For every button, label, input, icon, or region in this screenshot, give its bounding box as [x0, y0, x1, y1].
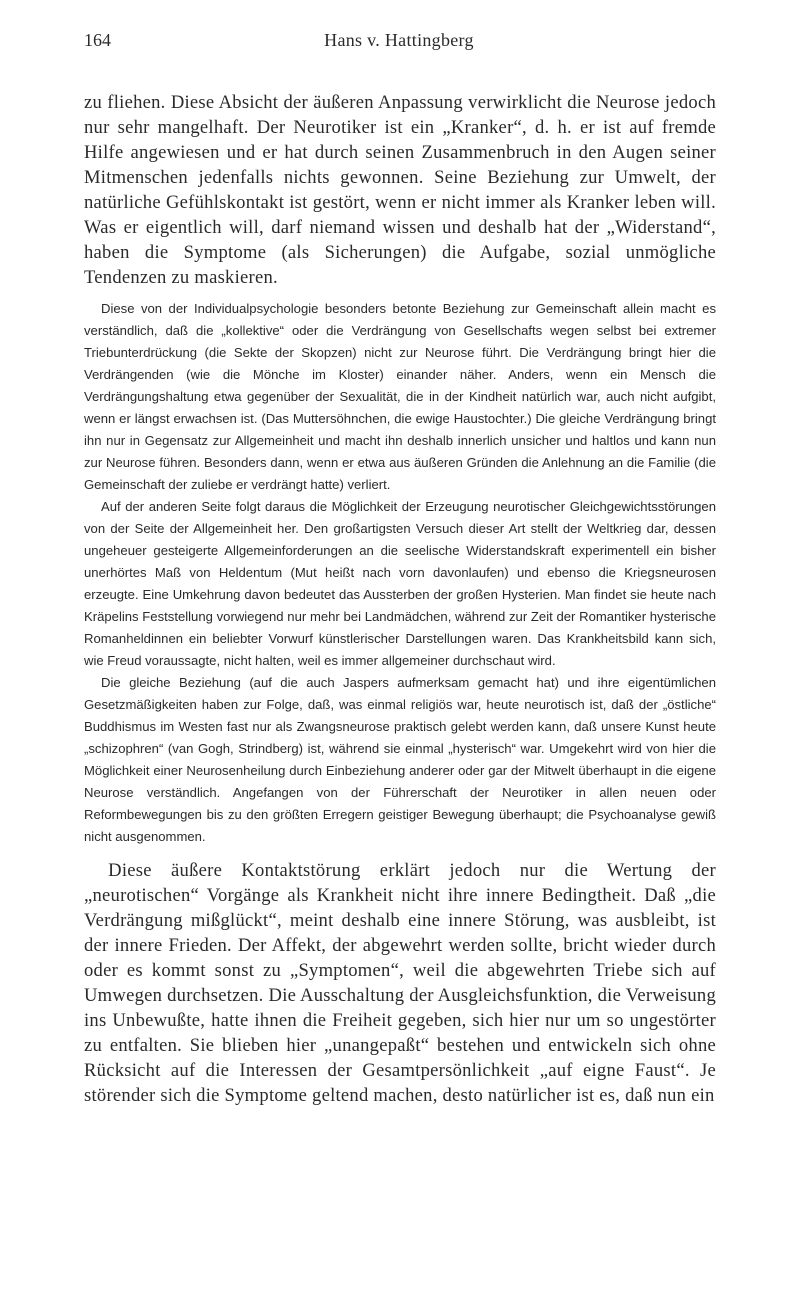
- paragraph-4: Die gleiche Beziehung (auf die auch Jaspers aufmerksam gemacht hat) und ihre eigentümlichen Gesetzmäßigkeiten haben zur Folge, daß, was einmal religiös war, heute neurotisch ist, daß der „östliche“ Buddhismus im Westen fast nur als Zwangsneurose praktisch gelebt werden kann, daß unsere Kunst heute „schizophren“ (van Gogh, Strindberg) ist, während sie einmal „hysterisch“ war. Umgekehrt wird von hier die Möglichkeit einer Neurosenheilung durch Einbeziehung anderer oder gar der Mitwelt überhaupt in die eigene Neurose verständlich. Angefangen von der Führerschaft der Neurotiker in allen neuen oder Reformbewegungen bis zu den größten Erregern geistiger Bewegung überhaupt; die Psychoanalyse gewiß nicht ausgenommen.: [84, 675, 716, 844]
- paragraph-1: zu fliehen. Diese Absicht der äußeren Anpassung verwirklicht die Neurose jedoch nur sehr mangelhaft. Der Neurotiker ist ein „Kranker“, d. h. er ist auf fremde Hilfe angewiesen und er hat durch seinen Zusammenbruch in den Augen seiner Mitmenschen jedenfalls nichts gewonnen. Seine Beziehung zur Umwelt, der natürliche Gefühlskontakt ist gestört, wenn er nicht immer als Kranker leben will. Was er eigentlich will, darf niemand wissen und deshalb hat der „Widerstand“, haben die Symptome (als Sicherungen) die Aufgabe, sozial unmögliche Tendenzen zu maskieren.: [84, 92, 716, 288]
- paragraph-2: Diese von der Individualpsychologie besonders betonte Beziehung zur Gemeinschaft allein macht es verständlich, daß die „kollektive“ oder die Verdrängung von Gesellschafts wegen selbst bei extremer Triebunterdrückung (die Sekte der Skopzen) nicht zur Neurose führt. Die Verdrängung bringt hier die Verdrängenden (wie die Mönche im Kloster) einander näher. Anders, wenn ein Mensch die Verdrängungshaltung etwa gegenüber der Sexualität, die in der Kindheit natürlich war, auch nicht aufgibt, wenn er längst erwachsen ist. (Das Muttersöhnchen, die ewige Haustochter.) Die gleiche Verdrängung bringt ihn nur in Gegensatz zur Allgemeinheit und macht ihn deshalb innerlich unsicher und haltlos und kann nun zur Neurose führen. Besonders dann, wenn er etwa aus äußeren Gründen die Anlehnung an die Familie (die Gemeinschaft der zuliebe er verdrängt hatte) verliert.: [84, 301, 716, 492]
- paragraph-5: Diese äußere Kontaktstörung erklärt jedoch nur die Wertung der „neurotischen“ Vorgänge als Krankheit nicht ihre innere Bedingtheit. Daß „die Verdrängung mißglückt“, meint deshalb eine innere Störung, was ausbleibt, ist der innere Frieden. Der Affekt, der abgewehrt werden sollte, bricht wieder durch oder es kommt sonst zu „Symptomen“, weil die abgewehrten Triebe sich auf Umwegen durchsetzen. Die Ausschaltung der Ausgleichsfunktion, die Verweisung ins Unbewußte, hatte ihnen die Freiheit gegeben, sich hier nur um so ungestörter zu entfalten. Sie blieben hier „unangepaßt“ bestehen und entwickeln sich ohne Rücksicht auf die Interessen der Gesamtpersönlichkeit „auf eigne Faust“. Je störender sich die Symptome geltend machen, desto natürlicher ist es, daß nun ein: [84, 860, 716, 1106]
- running-head-author: Hans v. Hattingberg: [324, 30, 474, 50]
- page-number: 164: [84, 30, 111, 50]
- paragraph-3: Auf der anderen Seite folgt daraus die Möglichkeit der Erzeugung neurotischer Gleichgewichtsstörungen von der Seite der Allgemeinheit her. Den großartigsten Versuch dieser Art stellt der Weltkrieg dar, dessen ungeheuer gesteigerte Allgemeinforderungen an die seelische Widerstandskraft experimentell ein bisher unerhörtes Maß von Heldentum (Mut heißt nach vorn davonlaufen) und ebenso die Kriegsneurosen erzeugte. Eine Umkehrung davon bedeutet das Aussterben der großen Hysterien. Man findet sie heute nach Kräpelins Feststellung vorwiegend nur mehr bei Landmädchen, während zur Zeit der Romantiker hysterische Romanheldinnen ein beliebter Vorwurf künstlerischer Darstellungen waren. Das Krankheitsbild kann sich, wie Freud voraussagte, nicht halten, weil es immer allgemeiner durchschaut wird.: [84, 499, 716, 668]
- page-body: [84, 90, 716, 1108]
- running-head: [84, 30, 714, 54]
